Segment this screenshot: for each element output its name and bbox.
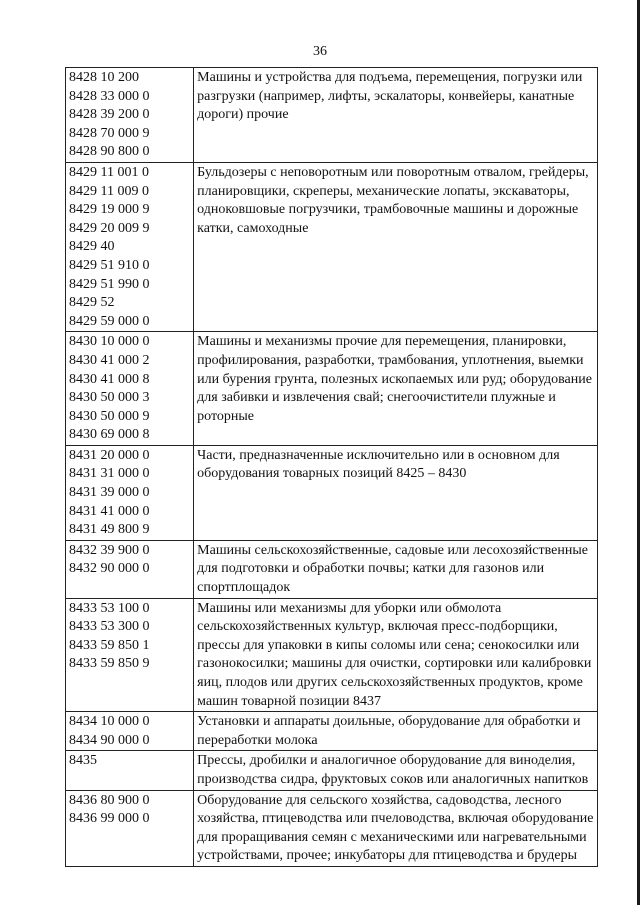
- code-cell: [66, 162, 194, 331]
- tariff-code: 8429 19 000 9: [69, 202, 150, 218]
- tariff-code: 8429 59 000 0: [69, 313, 150, 329]
- tariff-code: 8430 50 000 3: [69, 390, 150, 406]
- description-cell: [194, 751, 598, 790]
- tariff-code: 8430 50 000 9: [69, 408, 150, 424]
- table-row: [66, 445, 598, 540]
- description-cell: [194, 598, 598, 712]
- tariff-code: 8436 80 900 0: [69, 792, 150, 808]
- description-cell: [194, 68, 598, 163]
- goods-description: Бульдозеры с неповоротным или поворотным отвалом, грейдеры, планировщики, скреперы, механические лопаты, экскаваторы, одноковшовые погрузчики, трамбовочные машины и дорожные катки, самоходные: [197, 164, 589, 236]
- tariff-code: 8432 39 900 0: [69, 542, 150, 558]
- table-body: [66, 68, 598, 867]
- code-cell: [66, 598, 194, 712]
- table-row: [66, 790, 598, 866]
- table-row: [66, 332, 598, 446]
- tariff-code: 8430 41 000 8: [69, 371, 150, 387]
- tariff-code: 8429 20 009 9: [69, 220, 150, 236]
- goods-description: Машины и механизмы прочие для перемещения, планировки, профилирования, разработки, трамбования, уплотнения, выемки или бурения грунта, полезных ископаемых или руд; оборудование для забивки и извлечения свай; снегоочистители плужные и роторные: [197, 334, 592, 424]
- goods-description: Машины или механизмы для уборки или обмолота сельскохозяйственных культур, включая пресс-подборщики, прессы для упаковки в кипы соломы или сена; сенокосилки или газонокосилки; машины для очистки, сортировки или калибровки яиц, плодов или других сельскохозяйственных продуктов, кроме машин товарной позиции 8437: [197, 600, 592, 709]
- table-row: [66, 68, 598, 163]
- table-row: [66, 598, 598, 712]
- tariff-code: 8428 90 800 0: [69, 144, 150, 160]
- tariff-code: 8429 51 990 0: [69, 276, 150, 292]
- description-cell: [194, 790, 598, 866]
- code-cell: [66, 332, 194, 446]
- goods-description: Машины сельскохозяйственные, садовые или лесохозяйственные для подготовки и обработки почвы; катки для газонов или спортплощадок: [197, 542, 588, 596]
- tariff-code: 8428 39 200 0: [69, 107, 150, 123]
- tariff-code: 8433 53 300 0: [69, 619, 150, 635]
- tariff-code: 8429 40: [69, 239, 115, 255]
- tariff-code: 8431 39 000 0: [69, 485, 150, 501]
- tariff-code: 8431 49 800 9: [69, 522, 150, 538]
- code-cell: [66, 445, 194, 540]
- code-cell: [66, 68, 194, 163]
- tariff-code: 8434 90 000 0: [69, 732, 150, 748]
- table-row: [66, 162, 598, 331]
- tariff-code: 8429 51 910 0: [69, 257, 150, 273]
- description-cell: [194, 445, 598, 540]
- goods-description: Оборудование для сельского хозяйства, садоводства, лесного хозяйства, птицеводства или пчеловодства, включая оборудование для проращивания семян с механическими или нагревательными устройствами, прочее; инкубаторы для птицеводства и брудеры: [197, 792, 594, 864]
- table-row: [66, 751, 598, 790]
- description-cell: [194, 332, 598, 446]
- code-cell: [66, 712, 194, 751]
- tariff-code: 8433 59 850 1: [69, 637, 150, 653]
- tariff-code: 8430 10 000 0: [69, 334, 150, 350]
- tariff-code: 8431 41 000 0: [69, 503, 150, 519]
- code-cell: [66, 751, 194, 790]
- tariff-code: 8429 11 009 0: [69, 183, 149, 199]
- code-cell: [66, 540, 194, 598]
- description-cell: [194, 540, 598, 598]
- tariff-code: 8430 69 000 8: [69, 427, 150, 443]
- tariff-code: 8434 10 000 0: [69, 714, 150, 730]
- tariff-code: 8428 33 000 0: [69, 88, 150, 104]
- tariff-code: 8430 41 000 2: [69, 352, 150, 368]
- tariff-code: 8433 59 850 9: [69, 656, 150, 672]
- tariff-code: 8431 20 000 0: [69, 447, 150, 463]
- tariff-code: 8429 52: [69, 295, 115, 311]
- table-row: [66, 540, 598, 598]
- page-number: 36: [313, 44, 327, 59]
- description-cell: [194, 162, 598, 331]
- goods-description: Прессы, дробилки и аналогичное оборудование для виноделия, производства сидра, фруктовых соков или аналогичных напитков: [197, 753, 589, 787]
- tariff-code: 8428 10 200: [69, 70, 139, 85]
- goods-description: Машины и устройства для подъема, перемещения, погрузки или разгрузки (например, лифты, эскалаторы, конвейеры, канатные дороги) прочие: [197, 70, 583, 123]
- tariff-codes-table: [65, 67, 598, 867]
- tariff-code: 8435: [69, 753, 97, 769]
- tariff-code: 8429 11 001 0: [69, 164, 149, 180]
- code-cell: [66, 790, 194, 866]
- description-cell: [194, 712, 598, 751]
- tariff-code: 8433 53 100 0: [69, 600, 150, 616]
- goods-description: Части, предназначенные исключительно или в основном для оборудования товарных позиций 8425 – 8430: [197, 447, 560, 482]
- tariff-code: 8431 31 000 0: [69, 466, 150, 482]
- tariff-code: 8436 99 000 0: [69, 811, 150, 827]
- tariff-code: 8432 90 000 0: [69, 561, 150, 577]
- tariff-code: 8428 70 000 9: [69, 125, 150, 141]
- goods-description: Установки и аппараты доильные, оборудование для обработки и переработки молока: [197, 714, 581, 748]
- table-row: [66, 712, 598, 751]
